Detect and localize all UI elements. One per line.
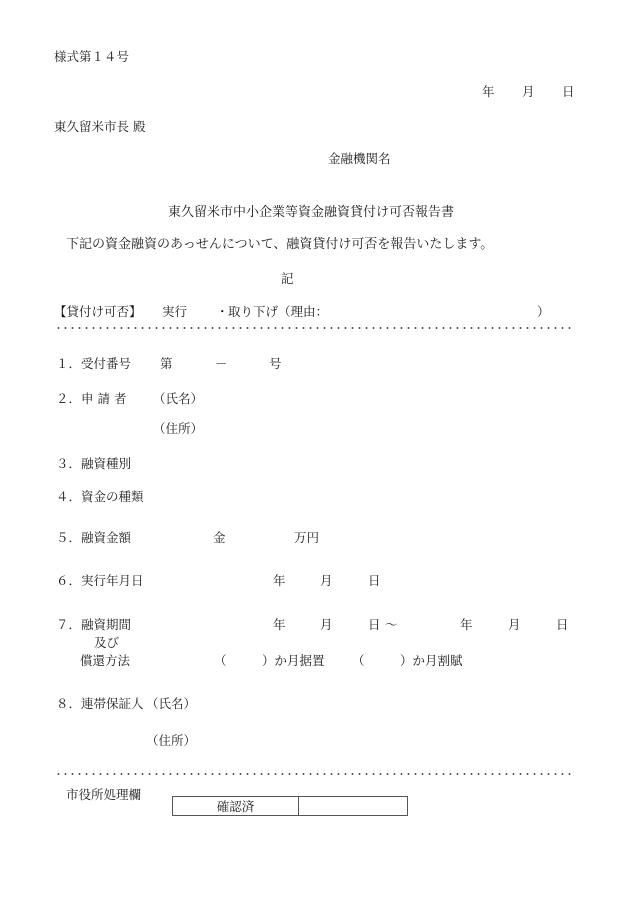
- office-section-label: 市役所処理欄: [66, 787, 142, 802]
- decision-withdraw-option[interactable]: 取り下げ（理由：: [228, 304, 329, 319]
- item6-label: ６．実行年月日: [56, 573, 144, 588]
- intro-text: 下記の資金融資のあっせんについて、融資貸付け可否を報告いたします。: [66, 237, 494, 252]
- item7-tilde: ～: [385, 617, 398, 632]
- item7-to-month: 月: [508, 617, 521, 632]
- dotted-divider-bottom: [55, 773, 573, 775]
- dotted-divider-top: [55, 327, 573, 329]
- item6-year: 年: [273, 573, 286, 588]
- confirm-label-cell: 確認済: [173, 797, 299, 815]
- item7-installment-months: ）か月割賦: [400, 653, 463, 668]
- addressee: 東久留米市長 殿: [54, 119, 146, 134]
- document-title: 東久留米市中小企業等資金融資貸付け可否報告書: [168, 205, 455, 220]
- item1-go: 号: [269, 356, 282, 371]
- item7-label-repayment: 償還方法: [80, 653, 131, 668]
- item4-label: ４．資金の種類: [56, 489, 144, 504]
- item8-name-label: （氏名）: [146, 696, 197, 711]
- decision-separator: ・: [216, 304, 229, 319]
- item1-dai: 第: [160, 356, 173, 371]
- decision-label: 【貸付け可否】: [54, 304, 142, 319]
- date-year: 年: [482, 84, 495, 99]
- item7-from-day: 日: [368, 617, 381, 632]
- item8-label: ８．連帯保証人: [56, 696, 144, 711]
- date-month: 月: [522, 84, 535, 99]
- item7-label: ７．融資期間: [56, 617, 132, 632]
- item1-dash: －: [215, 356, 228, 371]
- item6-month: 月: [320, 573, 333, 588]
- item5-kin: 金: [213, 530, 226, 545]
- item2-address-label: （住所）: [153, 421, 204, 436]
- item8-address-label: （住所）: [146, 733, 197, 748]
- item2-name-label: （氏名）: [153, 391, 204, 406]
- item7-label-and: 及び: [94, 635, 120, 650]
- date-day: 日: [562, 84, 575, 99]
- confirm-value-cell[interactable]: [299, 797, 407, 815]
- item1-label: １．受付番号: [56, 356, 132, 371]
- decision-close-paren: ）: [537, 304, 550, 319]
- form-number: 様式第１４号: [54, 49, 130, 64]
- item5-unit: 万円: [294, 530, 320, 545]
- item7-to-year: 年: [460, 617, 473, 632]
- item7-open-paren-2: （: [352, 653, 365, 668]
- item7-to-day: 日: [556, 617, 569, 632]
- item5-label: ５．融資金額: [56, 530, 132, 545]
- decision-execute-option[interactable]: 実行: [162, 304, 188, 319]
- item7-from-month: 月: [320, 617, 333, 632]
- item7-open-paren-1: （: [214, 653, 227, 668]
- item7-grace-months: ）か月据置: [262, 653, 325, 668]
- institution-label: 金融機関名: [328, 151, 391, 166]
- item7-from-year: 年: [273, 617, 286, 632]
- item3-label: ３．融資種別: [56, 456, 132, 471]
- item6-day: 日: [368, 573, 381, 588]
- confirm-table: [172, 796, 408, 816]
- ki-heading: 記: [281, 271, 294, 286]
- item2-label: ２．申 請 者: [56, 391, 127, 406]
